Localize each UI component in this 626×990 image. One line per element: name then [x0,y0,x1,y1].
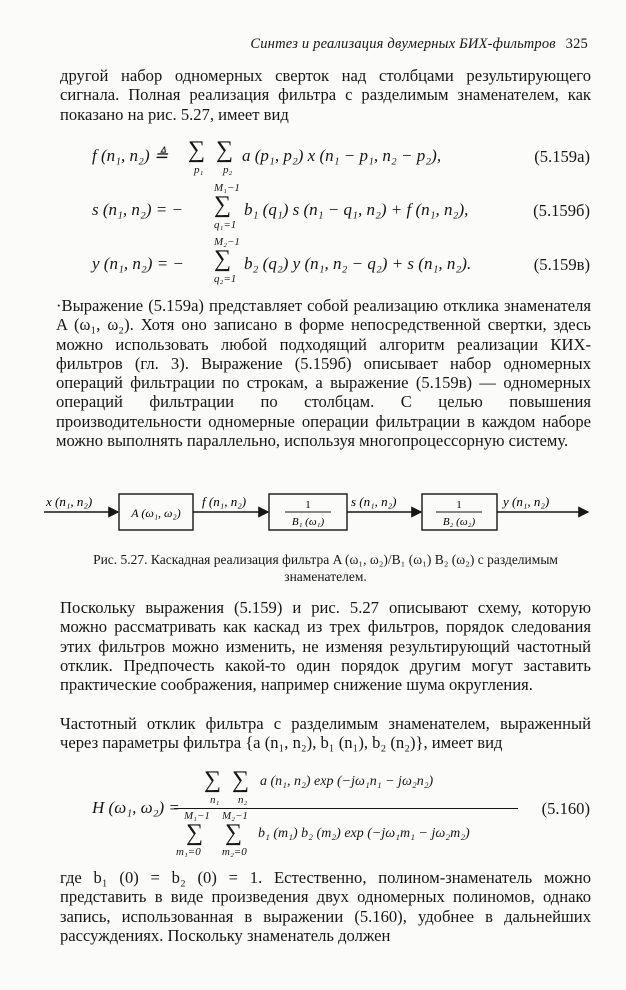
block-B1-numerator: 1 [305,499,311,511]
sum-symbol: ∑ [188,137,206,163]
eq-159a-sum1-lower: p₁ [194,164,204,176]
paragraph-4: Частотный отклик фильтра с разделимым знаменателем, выраженный через параметры фильтра {a (n₁, n₂), b₁ (n₁), b₂ (n₂)}, имеет вид [60,714,591,753]
eq-160-lhs: H (ω₁, ω₂) = [92,798,180,817]
paragraph-3: Поскольку выражения (5.159) и рис. 5.27 описывают схему, которую можно рассматривать как каскад из трех фильтров, порядок следования этих фильтров можно изменить, не изменяя результирующий частотный отклик. Предпочесть какой-то один порядок другим могут заставить практические соображения, например снижение шума округления. [60,598,591,695]
eq-160-num-lower2: n₂ [238,794,248,806]
eq-160-num-lower1: n₁ [210,794,220,806]
eq-159c-number: (5.159в) [533,255,590,274]
eq-160-numerator: a (n₁, n₂) exp (−jω₁n₁ − jω₂n₂) [260,774,434,789]
eq-160-den-lower2: m₂=0 [222,846,247,858]
eq-159c-sum-lower: q₂=1 [214,273,237,285]
eq-159a-lhs: f (n₁, n₂) ≜ [92,146,169,165]
eq-159b-sum-lower: q₁=1 [214,219,237,231]
eq-159a-number: (5.159а) [534,147,590,166]
sum-symbol: ∑ [216,137,234,163]
eq-160-fraction-line [174,808,518,809]
running-header [250,36,588,53]
paragraph-1: другой набор одномерных сверток над столбцами результирующего сигнала. Полная реализация фильтра с разделимым знаменателем, как показано на рис. 5.27, имеет вид [60,66,591,124]
sum-symbol: ∑ [214,192,232,218]
signal-s-label: s (n₁, n₂) [351,494,397,509]
sum-symbol: ∑ [232,767,250,793]
eq-159a-sum2-lower: p₂ [223,164,233,176]
eq-159c-lhs: y (n₁, n₂) = − [92,254,184,273]
page-number: 325 [565,36,588,52]
eq-159c-rhs: b₂ (q₂) y (n₁, n₂ − q₂) + s (n₁, n₂). [244,254,472,273]
eq-160-number: (5.160) [541,799,590,818]
output-label: y (n₁, n₂) [503,494,550,509]
signal-f-label: f (n₁, n₂) [202,494,247,509]
eq-160-den-upper2: M₂−1 [222,810,248,822]
cascade-block-diagram [0,470,626,550]
running-title: Синтез и реализация двумерных БИХ-фильтров [250,36,556,52]
eq-159a-rhs: a (p₁, p₂) x (n₁ − p₁, n₂ − p₂), [242,146,442,165]
input-label: x (n₁, n₂) [46,494,93,509]
sum-symbol: ∑ [225,820,243,846]
eq-160-den-upper1: M₁−1 [184,810,210,822]
paragraph-2: ·Выражение (5.159а) представляет собой реализацию отклика знаменателя A (ω₁, ω₂). Хотя оно записано в форме непосредственной свертки, здесь можно использовать любой подходящий алгоритм реализации КИХ-фильтров (гл. 3). Выражение (5.159б) описывает набор одномерных операций фильтрации по строкам, а выражение (5.159в) — одномерных операций фильтрации по столбцам. С целью повышения производительности одномерные операции фильтрации в каждом наборе можно выполнять параллельно, используя многопроцессорную систему. [56,296,591,451]
eq-159c-sum-upper: M₂−1 [214,236,240,248]
block-B1-denominator: B₁ (ω₁) [291,516,325,528]
sum-symbol: ∑ [186,820,204,846]
figure-caption: Рис. 5.27. Каскадная реализация фильтра A (ω₁, ω₂)/B₁ (ω₁) B₂ (ω₂) с разделимым знаменателем. [93,552,558,584]
block-B2-numerator: 1 [456,499,462,511]
eq-160-denominator: b₁ (m₁) b₂ (m₂) exp (−jω₁m₁ − jω₂m₂) [258,826,470,841]
paragraph-5: где b₁ (0) = b₂ (0) = 1. Естественно, полином-знаменатель можно представить в виде произведения двух одномерных полиномов, однако запись, использованная в выражении (5.160), удобнее в дальнейших рассуждениях. Поскольку знаменатель должен [60,868,591,945]
sum-symbol: ∑ [204,767,222,793]
eq-159b-rhs: b₁ (q₁) s (n₁ − q₁, n₂) + f (n₁, n₂), [244,200,469,219]
eq-159b-number: (5.159б) [533,201,590,220]
eq-160-den-lower1: m₁=0 [176,846,201,858]
sum-symbol: ∑ [214,246,232,272]
block-B2-denominator: B₂ (ω₂) [442,516,476,528]
eq-159b-lhs: s (n₁, n₂) = − [92,200,183,219]
block-A-label: A (ω₁, ω₂) [131,506,181,520]
eq-159b-sum-upper: M₁−1 [214,182,240,194]
